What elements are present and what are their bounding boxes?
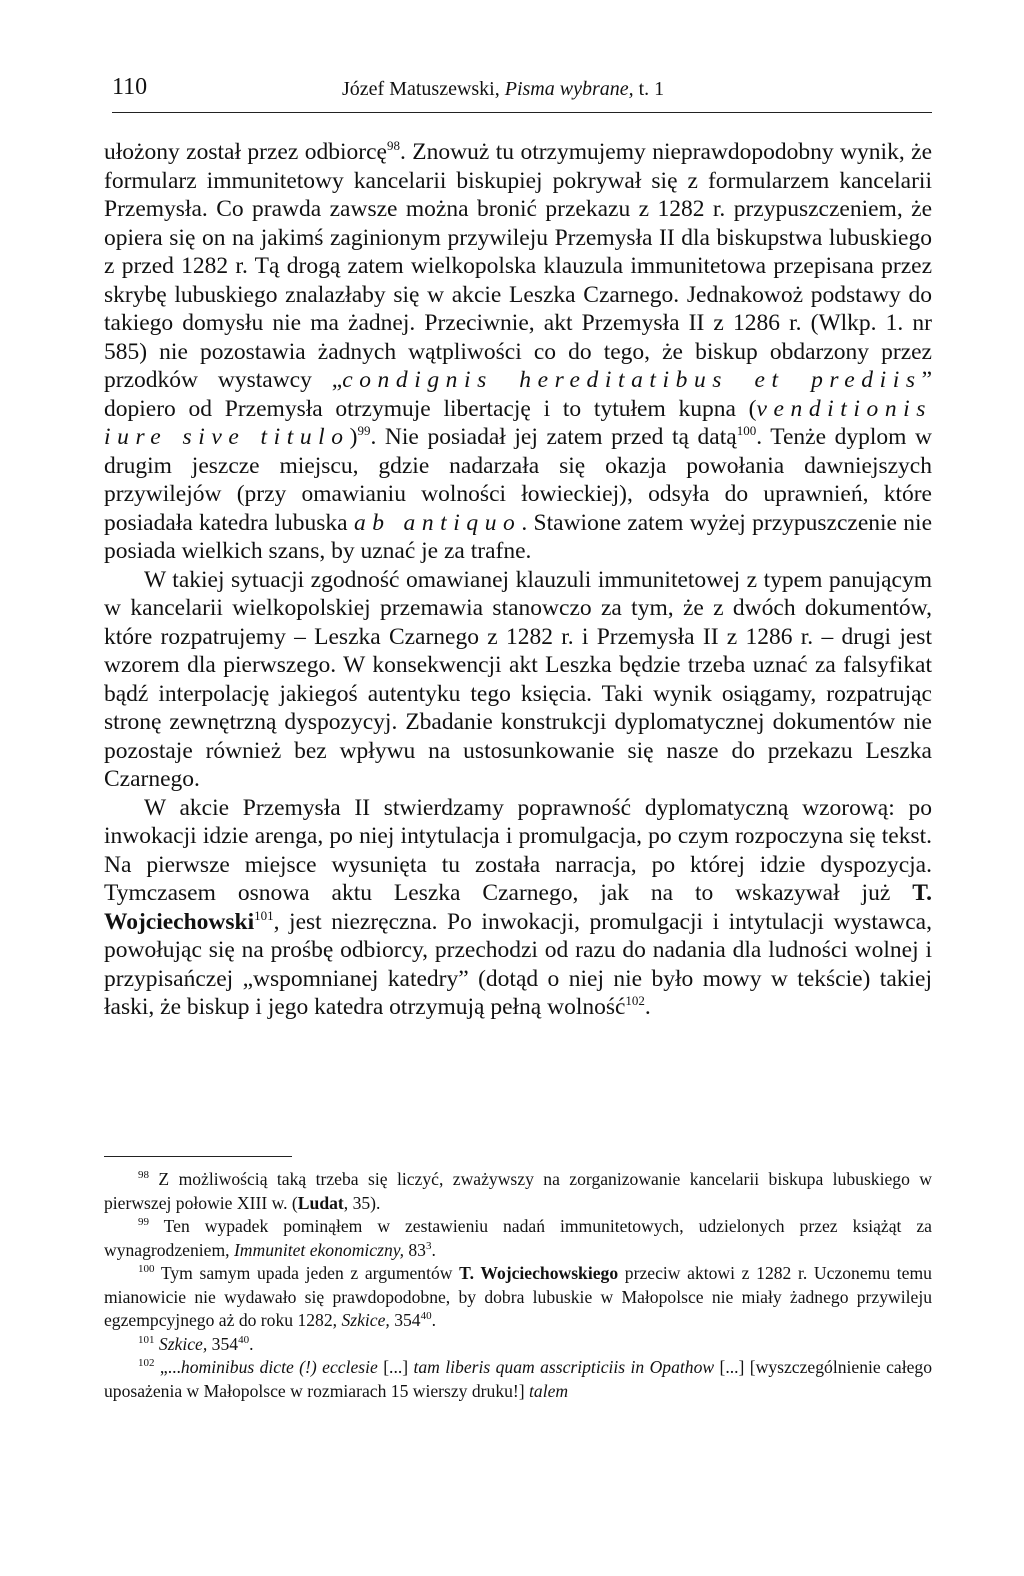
citation-superscript: 3 [425,1239,432,1252]
author-name: Ludat [297,1192,344,1213]
latin-quote: ab antiquo [353,509,522,536]
footnote-ref-98: 98 [386,138,400,154]
text-run: [...] [377,1357,414,1377]
work-title: Szkice, [341,1310,390,1330]
page-number: 110 [112,74,148,100]
running-title-work: Pisma wybrane, [504,78,634,100]
citation-superscript: 40 [238,1333,250,1346]
paragraph-2: W takiej sytuacji zgodność omawianej klauzuli immunitetowej z typem panującym w kancelarii wielkopolskiej przemawia stanowczo za tym, że z dwóch dokumentów, które rozpatrujemy – Leszka Czarnego z 1282 r. i Przemysła II z 1286 r. – drugi jest wzorem dla pierwszego. W konsekwencji akt Leszka będzie trzeba uznać za falsyfikat bądź interpolację jakiegoś autentyku tego księcia. Taki wynik osiągamy, rozpatrując stronę zewnętrzną dyspozycyj. Zbadanie konstrukcji dyplomatycznej dokumentów nie pozostaje również bez wpływu na ustosunkowanie się nasze do przekazu Leszka Czarnego. [104,566,932,792]
text-run: przeciw aktowi z 1282 r. Uczonemu temu mianowicie nie wydawało się prawdopodobne, by dobra lubuskie w Małopolsce nie miały żadnego przywileju egzempcyjnego aż do roku 1282, [104,1263,932,1330]
text-run: , jest niezręczna. Po inwokacji, promulgacji i intytulacji wystawca, powołując się na prośbę odbiorcy, przechodzi od razu do nadania dla ludności wolnej i przypisańczej „wspomnianej katedry” (dotąd o niej nie było mowy w tekście) takiej łaski, że biskup i jego katedra otrzymują pełną wolność [104,908,932,1020]
footnote-number: 100 [138,1263,155,1276]
text-run: , 35). [343,1192,381,1213]
footnote-ref-99: 99 [357,423,371,439]
footnote-99 [104,1215,932,1262]
footnote-separator [104,1156,292,1157]
running-title [342,78,664,101]
text-run: . [431,1310,437,1330]
text-run: [...] [wyszczególnienie całego uposażenia w Małopolsce w rozmiarach 15 wierszy druku!] [104,1357,932,1401]
work-title: Immunitet ekonomiczny, [233,1239,404,1260]
text-run: . [644,994,651,1020]
text-run: . Stawione zatem wyżej przypuszczenie nie posiada wielkich szans, by uznać je za trafne. [104,509,932,564]
footnote-number: 102 [138,1357,155,1370]
running-title-author: Józef Matuszewski, [342,78,500,100]
work-title: Szkice, [158,1333,208,1354]
text-run: W akcie Przemysła II stwierdzamy poprawność dyplomatyczną wzorową: po inwokacji idzie arenga, po niej intytulacja i promulgacja, po czym rozpoczyna się tekst. Na pierwsze miejsce wysunięta tu została narracja, po której idzie dyspozycja. Tymczasem osnowa aktu Leszka Czarnego, jak na to wskazywał już [104,794,932,906]
text-run: . [249,1333,254,1354]
running-title-volume: t. 1 [638,78,665,100]
text-run: Tym samym upada jeden z argumentów [160,1263,460,1283]
footnote-98 [104,1168,932,1215]
latin-quote: condignis hereditatibus et prediis [342,367,922,393]
text-run: . [431,1239,436,1260]
citation-superscript: 40 [420,1310,432,1323]
author-name: T. Wojciechowskiego [459,1263,619,1283]
latin-quote: venditionis iure sive titulo [104,395,932,450]
text-run: „... [159,1357,181,1377]
latin-quote: talem [529,1380,569,1401]
text-run: . Znowuż tu otrzymujemy nieprawdopodobny wynik, że formularz immunitetowy kancelarii biskupiej pokrywał się z formularzem kancelarii Przemysła. Co prawda zawsze można bronić przekazu z 1282 r. przypuszczeniem, że opiera się on na jakimś zaginionym przywileju Przemysła II dla biskupstwa lubuskiego z przed 1282 r. Tą drogą zatem wielkopolska klauzula immunitetowa przepisana przez skrybę lubuskiego znalazłaby się w akcie Leszka Czarnego. Jednakowoż podstawy do takiego domysłu nie ma żadnej. Przeciwnie, akt Przemysła II z 1286 r. (Wlkp. 1. nr 585) nie pozostawia żadnych wątpliwości co do tego, że biskup obdarzony przez przodków wystawcy „ [104,139,933,393]
footnote-102 [104,1356,932,1403]
text-run: Z możliwością taką trzeba się liczyć, zważywszy na zorganizowanie kancelarii biskupa lubuskiego w pierwszej połowie XIII w. ( [104,1169,932,1213]
text-run: ” dopiero od Przemysła otrzymuje libertację i to tytułem kupna ( [104,367,932,422]
text-run: . Nie posiadał jej zatem przed tą datą [370,424,737,450]
footnote-ref-101: 101 [254,907,274,923]
footnote-ref-102: 102 [625,993,645,1009]
text-run: ułożony został przez odbiorcę [104,139,387,165]
page-header [112,74,932,113]
footnote-number: 101 [138,1333,155,1346]
text-run: 354 [389,1310,421,1330]
latin-quote: tam liberis quam asscripticiis in Opathow [413,1357,715,1377]
footnote-100 [104,1262,932,1333]
text-run: Ten wypadek pominąłem w zestawieniu nadań immunitetowych, udzielonych przez książąt za wynagrodzeniem, [104,1216,932,1260]
text-run: . Tenże dyplom w drugim jeszcze miejscu, gdzie nadarzała się okazja powołania dawniejszych przywilejów (przy omawianiu wolności łowieckiej), odsyła do uprawnień, które posiadała katedra lubuska [104,424,932,536]
paragraph-1 [104,138,932,566]
body-text [104,138,932,1022]
footnote-number: 98 [138,1169,149,1182]
paragraph-3 [104,794,932,1022]
text-run: 83 [403,1239,426,1260]
footnote-101 [104,1333,932,1357]
text-run: 354 [207,1333,239,1354]
footnotes [104,1168,932,1403]
footnote-ref-100: 100 [736,423,757,439]
text-run: ) [349,424,358,450]
latin-quote: hominibus dicte (!) ecclesie [180,1357,378,1377]
footnote-number: 99 [138,1216,149,1229]
author-name: T. Wojciechowski [104,880,932,935]
